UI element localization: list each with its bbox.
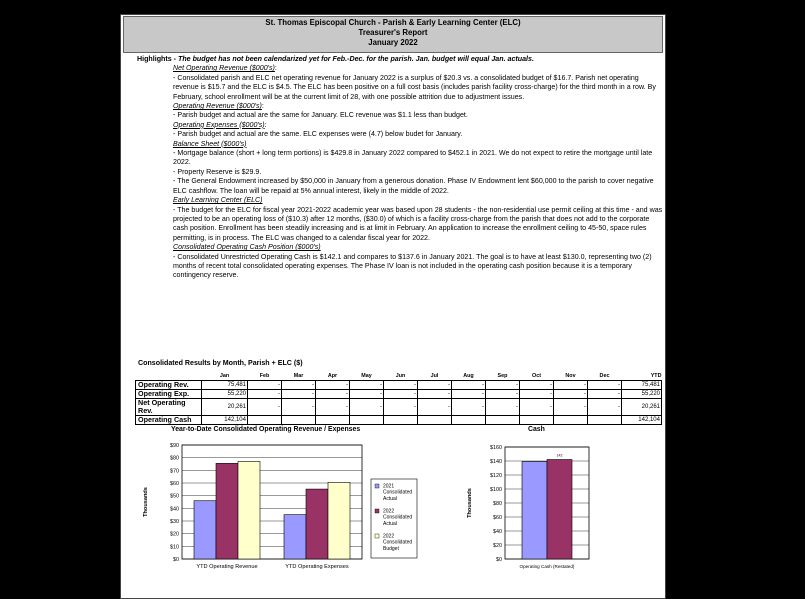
legend-swatch	[375, 509, 379, 513]
results-cell: 55,220	[622, 390, 662, 399]
bar	[306, 489, 328, 559]
results-cell: -	[248, 381, 282, 390]
results-cell: -	[316, 381, 350, 390]
y-tick-label: $80	[170, 455, 179, 462]
y-tick-label: $120	[490, 473, 502, 479]
section-heading-line	[173, 102, 663, 111]
results-cell	[350, 416, 384, 425]
results-col-header: Aug	[463, 372, 474, 379]
legend-label: 2021 Consolidated Actual	[383, 483, 413, 502]
results-cell	[554, 416, 588, 425]
bar	[216, 463, 238, 559]
section-heading: Operating Expenses ($000's)	[173, 120, 265, 129]
section-heading: Net Operating Revenue ($000's)	[173, 64, 275, 73]
results-cell: 20,261	[622, 399, 662, 416]
section-bullet: - Consolidated Unrestricted Operating Cash is $142.1 and compares to $137.6 in January 2021. The goal is to have at least $130.0, representing two (2) months of recent total consolidated operating expenses. The Phase IV loan is not included in the operating cash position because it is a temporary contingency reserve.	[173, 252, 652, 280]
results-cell: -	[588, 381, 622, 390]
results-cell: -	[452, 399, 486, 416]
results-cell: -	[418, 390, 452, 399]
results-cell: -	[452, 390, 486, 399]
results-cell: 55,220	[202, 390, 248, 399]
section-heading-suffix: :	[261, 102, 264, 111]
legend-label: 2022 Consolidated Budget	[383, 533, 413, 552]
report-title: St. Thomas Episcopal Church - Parish & Early Learning Center (ELC)	[265, 18, 521, 27]
y-tick-label: $10	[170, 544, 179, 551]
results-cell: -	[282, 399, 316, 416]
results-row-label: Operating Exp.	[136, 390, 202, 399]
section-heading-suffix: :	[264, 120, 267, 129]
highlights-label: Highlights	[137, 55, 172, 63]
results-cell: -	[554, 399, 588, 416]
results-row-label: Operating Rev.	[136, 381, 202, 390]
results-cell	[384, 416, 418, 425]
section-heading-suffix: :	[274, 64, 277, 73]
results-col-header: Sep	[497, 372, 508, 379]
results-cell: -	[588, 399, 622, 416]
y-axis-label: Thousands	[467, 488, 473, 518]
y-axis-label: Thousands	[143, 487, 149, 517]
results-cell: -	[248, 390, 282, 399]
results-cell: -	[486, 399, 520, 416]
y-tick-label: $60	[170, 481, 179, 487]
sections-container	[137, 64, 663, 280]
results-row	[136, 416, 662, 425]
bar	[194, 501, 216, 559]
section-heading: Consolidated Operating Cash Position ($000's)	[173, 243, 321, 252]
results-cell: -	[248, 399, 282, 416]
results-cell	[248, 416, 282, 425]
results-cell	[316, 416, 350, 425]
results-row	[136, 381, 662, 390]
section-bullet: - Parish budget and actual are the same. ELC expenses were (4.7) below budet for January.	[173, 130, 463, 139]
results-cell: 142,104	[622, 416, 662, 425]
highlights-note: The budget has not been calendarized yet for Feb.-Dec. for the parish. Jan. budget will equal Jan. actuals.	[178, 55, 534, 63]
y-tick-label: $0	[496, 557, 502, 563]
y-tick-label: $80	[493, 501, 502, 507]
results-row	[136, 390, 662, 399]
y-tick-label: $160	[490, 445, 502, 451]
results-col-header: Apr	[327, 372, 338, 379]
results-cell: -	[316, 399, 350, 416]
category-label: YTD Operating Revenue	[196, 564, 258, 570]
results-cell: -	[452, 381, 486, 390]
results-cell: -	[520, 390, 554, 399]
highlights-line: Highlights - The budget has not been calendarized yet for Feb.-Dec. for the parish. Jan. budget will equal Jan. actuals.	[137, 55, 534, 63]
y-tick-label: $70	[170, 468, 179, 475]
y-tick-label: $40	[170, 506, 179, 513]
highlights-text	[137, 55, 663, 281]
results-cell	[452, 416, 486, 425]
y-tick-label: $50	[170, 493, 179, 500]
results-col-header: Jul	[430, 372, 439, 379]
bar	[284, 515, 306, 559]
results-col-header: Nov	[565, 372, 576, 379]
results-row-label: Operating Cash	[136, 416, 202, 425]
y-tick-label: $20	[493, 543, 502, 549]
results-table-title: Consolidated Results by Month, Parish + ELC ($)	[138, 359, 303, 367]
results-cell	[486, 416, 520, 425]
category-label: YTD Operating Expenses	[285, 564, 349, 570]
results-cell	[588, 416, 622, 425]
y-tick-label: $30	[170, 519, 179, 525]
results-cell: -	[486, 390, 520, 399]
results-cell: 20,261	[202, 399, 248, 416]
results-col-header: YTD	[650, 372, 662, 379]
category-label: Operating Cash (Restated)	[519, 564, 575, 569]
report-page	[120, 14, 666, 599]
section-bullet: - Parish budget and actual are the same for January. ELC revenue was $1.1 less than budget.	[173, 111, 468, 120]
data-label: 142	[556, 453, 563, 458]
results-cell: -	[350, 381, 384, 390]
section-heading-line	[173, 196, 663, 205]
bar	[328, 482, 350, 559]
results-cell: -	[554, 390, 588, 399]
section-heading-line	[173, 64, 663, 73]
results-cell: -	[486, 381, 520, 390]
section-heading: Operating Revenue ($000's)	[173, 102, 262, 111]
legend-label: 2022 Consolidated Actual	[383, 508, 413, 527]
section-bullet: - Property Reserve is $29.9.	[173, 167, 262, 176]
results-cell: -	[282, 390, 316, 399]
section-bullet: - The General Endowment increased by $50,000 in January from a generous donation. Phase IV Endowment lent $60,000 to the parish to cover negative ELC cashflow. The loan will be repaid at 5% annual interest, likely in the middle of 2022.	[173, 177, 654, 195]
section-bullet: - Mortgage balance (short + long term portions) is $429.8 in January 2022 compared to $452.1 in 2021. We do not expect to retire the mortgage until late 2022.	[173, 149, 653, 167]
report-subtitle: Treasurer's Report	[358, 28, 428, 38]
results-cell: -	[350, 390, 384, 399]
results-cell: -	[384, 390, 418, 399]
results-cell: -	[350, 399, 384, 416]
y-tick-label: $20	[170, 531, 179, 538]
results-cell: -	[282, 381, 316, 390]
results-cell: -	[520, 399, 554, 416]
results-row-label: Net Operating Rev.	[136, 399, 202, 416]
results-col-header: Dec	[599, 372, 610, 379]
results-col-header: Mar	[293, 372, 304, 379]
y-tick-label: $0	[173, 557, 179, 563]
y-tick-label: $100	[490, 487, 502, 493]
results-cell: -	[520, 381, 554, 390]
ytd-chart	[135, 437, 425, 577]
y-tick-label: $90	[170, 443, 179, 449]
results-col-header: Feb	[259, 372, 270, 379]
bar	[522, 462, 547, 559]
legend-swatch	[375, 484, 379, 488]
results-body	[136, 381, 662, 425]
results-cell: 75,481	[202, 381, 248, 390]
legend-swatch	[375, 534, 379, 538]
results-col-header: Oct	[532, 372, 541, 379]
cash-chart-title: Cash	[528, 426, 545, 433]
results-col-header: May	[361, 372, 372, 379]
results-cell: 142,104	[202, 416, 248, 425]
bar	[547, 460, 572, 559]
results-cell	[282, 416, 316, 425]
results-cell	[418, 416, 452, 425]
section-heading-line	[173, 140, 663, 149]
results-header-row	[136, 371, 662, 381]
ytd-chart-title: Year-to-Date Consolidated Operating Revenue / Expenses	[171, 426, 361, 433]
report-date: January 2022	[368, 38, 418, 48]
results-cell	[520, 416, 554, 425]
results-cell: -	[588, 390, 622, 399]
section-heading: Early Learning Center (ELC)	[173, 196, 263, 205]
results-row	[136, 399, 662, 416]
section-bullet: - Consolidated parish and ELC net operating revenue for January 2022 is a surplus of $20.3 vs. a consolidated budget of $16.7. Parish net operating revenue is $15.7 and the ELC is $4.5. The ELC has been positive on a full cost basis (includes parish facility cross-charge) for the third month in a row. By February, school enrollment will be at the current limit of 28, with one possible attrition due to adjustment issues.	[173, 73, 656, 101]
y-tick-label: $140	[490, 459, 502, 465]
section-heading: Balance Sheet ($000's)	[173, 139, 247, 148]
results-cell: 75,481	[622, 381, 662, 390]
y-tick-label: $40	[493, 529, 502, 535]
results-cell: -	[554, 381, 588, 390]
y-tick-label: $60	[493, 515, 502, 521]
results-cell: -	[384, 381, 418, 390]
results-cell: -	[418, 399, 452, 416]
section-heading-line	[173, 121, 663, 130]
bar	[238, 461, 260, 559]
section-heading-line	[173, 243, 663, 252]
report-header	[123, 16, 663, 53]
results-cell: -	[316, 390, 350, 399]
results-col-header: Jun	[395, 372, 406, 379]
results-cell: -	[384, 399, 418, 416]
results-cell: -	[418, 381, 452, 390]
results-col-header: Jan	[219, 372, 230, 379]
section-bullet: - The budget for the ELC for fiscal year 2021-2022 academic year was based upon 28 students - the non-residential use permit ceiling at this time - and was projected to be an operating loss of ($10.3) after 12 months, ($30.0) of which is a facility cross-charge from the parish that does not add to the corporate cash position. Enrollment has been steadily increasing and is at limit in February. An application to increase the enrollment ceiling to 45-50, space rules permitting, is in process. The ELC was changed to a calendar fiscal year for 2022.	[173, 205, 663, 242]
cash-chart	[461, 437, 611, 577]
results-table	[135, 371, 662, 425]
